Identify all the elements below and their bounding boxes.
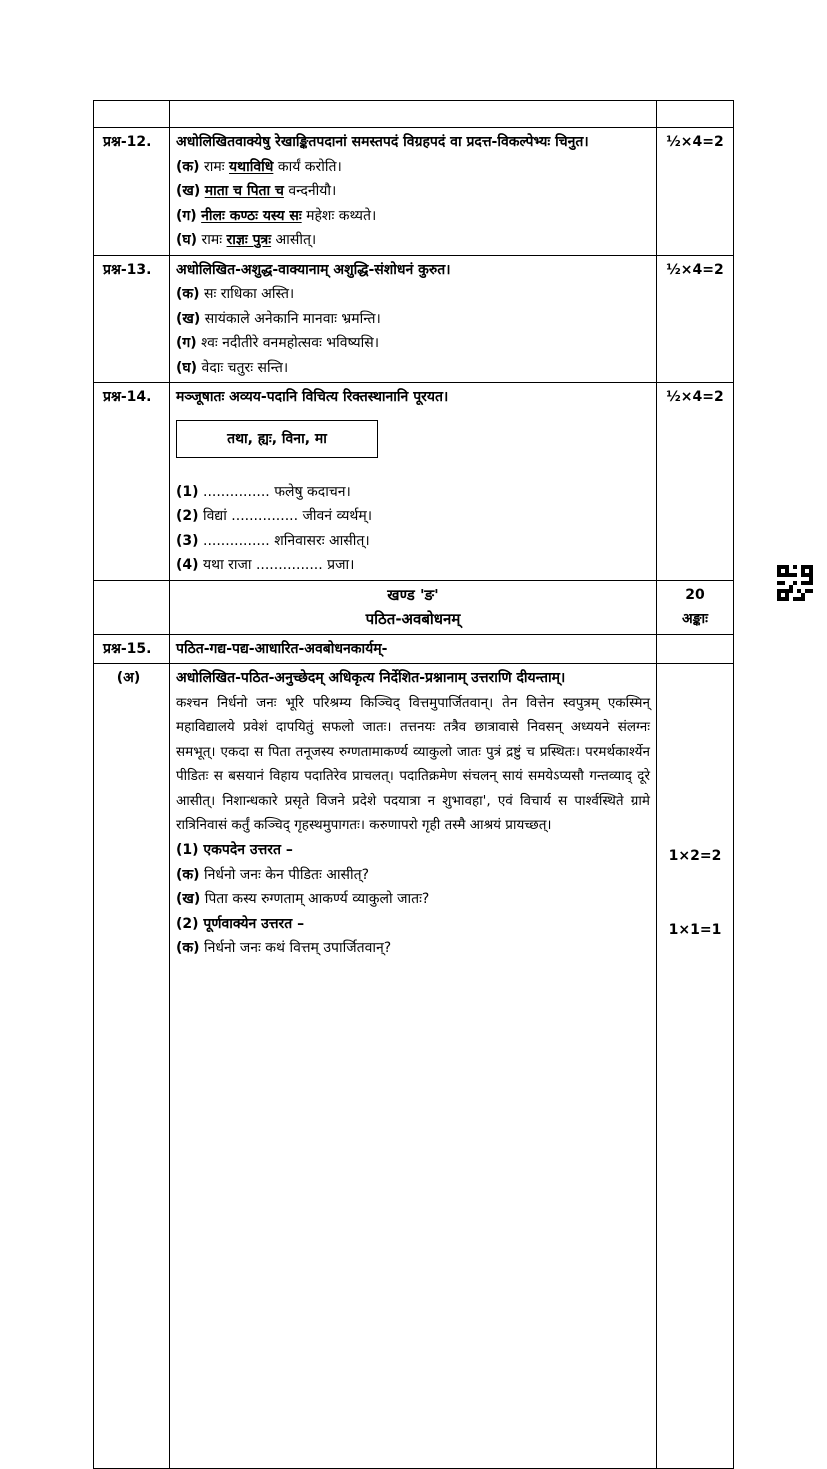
passage: कश्चन निर्धनो जनः भूरि परिश्रम्य किञ्चिद् वित्तमुपार्जितवान्। तेन वित्तेन स्वपुत्रम् एकस्मिन् महाविद्यालये प्रवेशं दापयितुं सफलो जातः। तत्तनयः तत्रैव छात्रावासे निवसन् अध्ययने संलग्नः समभूत्। एकदा स पिता तनूजस्य रुग्णतामाकर्ण्य व्याकुलो जातः पुत्रं द्रष्टुं च प्रस्थितः। परमर्थकार्श्येन पीडितः स बसयानं विहाय पदातिरेव प्राचलत्। पदातिक्रमेण संचलन् सायं समयेऽप्यसौ गन्तव्याद् दूरे आसीत्। निशान्धकारे प्रसृते विजने प्रदेशे पदयात्रा न शुभावहा', एवं विचार्य स पार्श्वस्थिते ग्रामे रात्रिनिवासं कर्तुं कञ्चिद् गृहस्थमुपागतः। करुणापरो गृही तस्मै आश्रयं प्रायच्छत्। [176,694,650,834]
blank-cell [94,101,170,128]
list-item: (क) निर्धनो जनः केन पीडितः आसीत्? [176,866,370,883]
question-number: प्रश्न-12. [94,128,170,256]
list-item: (ख) सायंकाले अनेकानि मानवाः भ्रमन्ति। [176,310,381,327]
list-item: (ख) पिता कस्य रुग्णताम् आकर्ण्य व्याकुलो जातः? [176,891,430,908]
question-body [170,255,657,383]
list-item: (घ) वेदाः चतुरः सन्ति। [176,359,289,376]
question-marks: ½×4=2 [657,128,734,256]
list-item: (4) यथा राजा ............... प्रजा। [176,557,355,573]
qr-code-icon [777,565,813,601]
subquestion-title: (2) पूर्णवाक्येन उत्तरत – [176,915,305,932]
section-marks: 20 अङ्काः [657,580,734,634]
list-item: (1) ............... फलेषु कदाचन। [176,483,351,500]
list-item: (क) सः राधिका अस्ति। [176,286,295,302]
question-12-row [94,128,734,256]
blank-cell [657,634,734,664]
list-item: (ख) माता च पिता च वन्दनीयौ। [176,183,337,199]
question-14-row [94,383,734,581]
question-number: प्रश्न-13. [94,255,170,383]
section-title-cell [170,580,657,634]
question-instruction: मञ्जूषातः अव्यय-पदानि विचित्य रिक्तस्थानानि पूरयत। [176,389,449,405]
list-item: (ग) नीलः कण्ठः यस्य सः महेशः कथ्यते। [176,207,377,224]
subquestion-marks: 1×2=2 [668,848,722,864]
section-title: खण्ड 'ङ' [387,585,439,604]
question-marks: ½×4=2 [657,255,734,383]
blank-cell [170,101,657,128]
question-number: प्रश्न-15. [94,634,170,664]
list-item: (क) निर्धनो जनः कथं वित्तम् उपार्जितवान्? [176,940,392,957]
blank-header-row [94,101,734,128]
part-number: (अ) [94,664,170,1469]
list-item: (3) ............... शनिवासरः आसीत्। [176,532,370,549]
section-header-row [94,580,734,634]
question-15-row [94,634,734,664]
question-marks: ½×4=2 [657,383,734,581]
blank-cell [94,580,170,634]
part-marks [657,664,734,1469]
list-item: (घ) रामः राज्ञः पुत्रः आसीत्। [176,232,317,248]
question-paper-table [93,100,734,1469]
subquestion-marks: 1×1=1 [668,922,722,938]
list-item: (2) विद्यां ............... जीवनं व्यर्थम्। [176,508,373,524]
part-a-row [94,664,734,1469]
list-item: (क) रामः यथाविधि कार्यं करोति। [176,158,342,175]
question-13-row [94,255,734,383]
section-subtitle: पठित-अवबोधनम् [365,610,461,628]
question-instruction: अधोलिखितवाक्येषु रेखाङ्कितपदानां समस्तपदं विग्रहपदं वा प्रदत्त-विकल्पेभ्यः चिनुत। [176,134,589,150]
question-instruction: अधोलिखित-अशुद्ध-वाक्यानाम् अशुद्धि-संशोधनं कुरुत। [176,261,451,278]
subquestion-title: (1) एकपदेन उत्तरत – [176,842,293,859]
word-box: तथा, ह्यः, विना, मा [176,420,378,458]
list-item: (ग) श्वः नदीतीरे वनमहोत्सवः भविष्यसि। [176,335,380,351]
part-body [170,664,657,1469]
question-instruction: पठित-गद्य-पद्य-आधारित-अवबोधनकार्यम्- [170,634,657,664]
question-body [170,128,657,256]
part-instruction: अधोलिखित-पठित-अनुच्छेदम् अधिकृत्य निर्देशित-प्रश्नानाम् उत्तराणि दीयन्ताम्। [176,670,566,686]
question-number: प्रश्न-14. [94,383,170,581]
blank-cell [657,101,734,128]
question-body [170,383,657,581]
